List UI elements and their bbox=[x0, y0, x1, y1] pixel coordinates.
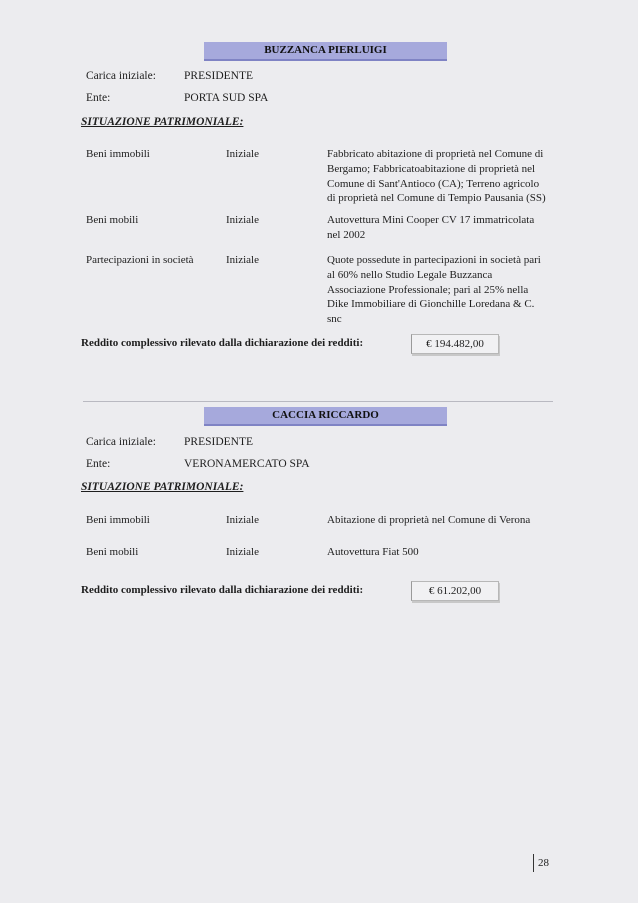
income-value: € 61.202,00 bbox=[411, 581, 499, 601]
description-line: Associazione Professionale; pari al 25% nella bbox=[327, 283, 529, 296]
asset-category: Beni immobili bbox=[86, 514, 150, 526]
person-name-header: BUZZANCA PIERLUIGI bbox=[204, 42, 447, 61]
ente-value: PORTA SUD SPA bbox=[184, 92, 269, 104]
description-line: Abitazione di proprietà nel Comune di Verona bbox=[327, 514, 531, 526]
section-title: SITUAZIONE PATRIMONIALE: bbox=[81, 481, 244, 493]
ente-value: VERONAMERCATO SPA bbox=[184, 458, 310, 470]
section-divider bbox=[83, 401, 553, 402]
asset-category: Beni mobili bbox=[86, 546, 139, 558]
income-label: Reddito complessivo rilevato dalla dichiarazione dei redditi: bbox=[81, 337, 364, 349]
description-line: Quote possedute in partecipazioni in società pari bbox=[327, 254, 541, 266]
asset-category: Partecipazioni in società bbox=[86, 254, 194, 266]
description-line: Bergamo; Fabbricatoabitazione di proprietà nel bbox=[327, 162, 536, 175]
description-line: al 60% nello Studio Legale Buzzanca bbox=[327, 268, 493, 281]
asset-status: Iniziale bbox=[226, 514, 259, 526]
carica-label: Carica iniziale: bbox=[86, 436, 156, 448]
ente-label: Ente: bbox=[86, 458, 111, 470]
description-line: Comune di Sant'Antioco (CA); Terreno agricolo bbox=[327, 177, 540, 190]
description-line: Fabbricato abitazione di proprietà nel Comune di bbox=[327, 148, 544, 160]
carica-value: PRESIDENTE bbox=[184, 436, 253, 448]
ente-label: Ente: bbox=[86, 92, 111, 104]
income-value: € 194.482,00 bbox=[411, 334, 499, 354]
asset-status: Iniziale bbox=[226, 254, 259, 266]
asset-description bbox=[327, 253, 559, 327]
asset-description bbox=[327, 147, 559, 206]
asset-description bbox=[327, 213, 559, 243]
income-label: Reddito complessivo rilevato dalla dichiarazione dei redditi: bbox=[81, 584, 364, 596]
description-line: Autovettura Mini Cooper CV 17 immatricolata bbox=[327, 214, 535, 226]
carica-label: Carica iniziale: bbox=[86, 70, 156, 82]
person-name-header: CACCIA RICCARDO bbox=[204, 407, 447, 426]
asset-category: Beni mobili bbox=[86, 214, 139, 226]
page-number: 28 bbox=[533, 854, 549, 872]
description-line: di proprietà nel Comune di Tempio Pausania (SS) bbox=[327, 192, 546, 205]
description-line: snc bbox=[327, 313, 342, 326]
carica-value: PRESIDENTE bbox=[184, 70, 253, 82]
asset-description bbox=[327, 545, 559, 560]
asset-category: Beni immobili bbox=[86, 148, 150, 160]
asset-status: Iniziale bbox=[226, 148, 259, 160]
description-line: Autovettura Fiat 500 bbox=[327, 546, 419, 558]
asset-status: Iniziale bbox=[226, 546, 259, 558]
description-line: Dike Immobiliare di Gionchille Loredana & C. bbox=[327, 298, 535, 311]
section-title: SITUAZIONE PATRIMONIALE: bbox=[81, 116, 244, 128]
asset-description bbox=[327, 513, 567, 528]
description-line: nel 2002 bbox=[327, 228, 366, 241]
asset-status: Iniziale bbox=[226, 214, 259, 226]
